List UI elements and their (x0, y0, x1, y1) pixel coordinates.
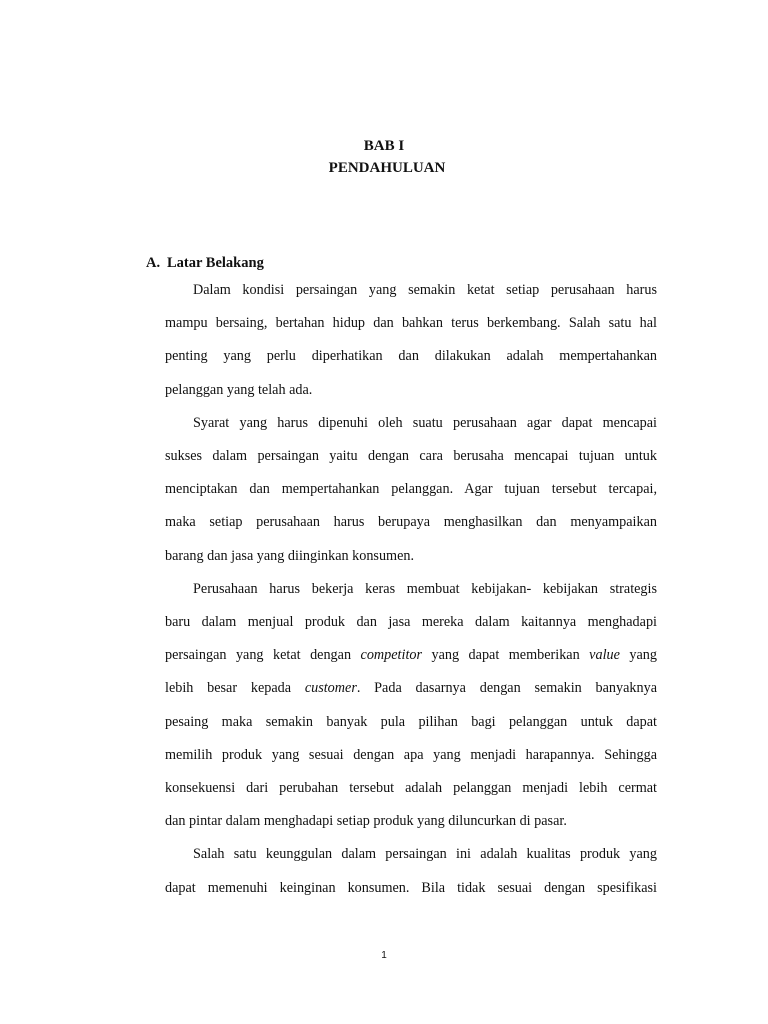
body-line: mampu bersaing, bertahan hidup dan bahkan terus berkembang. Salah satu hal (165, 315, 657, 331)
body-line: pelanggan yang telah ada. (165, 382, 313, 398)
body-line: lebih besar kepada customer. Pada dasarnya dengan semakin banyaknya (165, 680, 657, 696)
body-line: dapat memenuhi keinginan konsumen. Bila tidak sesuai dengan spesifikasi (165, 880, 657, 896)
section-title: Latar Belakang (167, 255, 264, 271)
body-line: barang dan jasa yang diinginkan konsumen. (165, 548, 415, 564)
body-line: persaingan yang ketat dengan competitor yang dapat memberikan value yang (165, 647, 657, 663)
section-heading (146, 254, 264, 273)
section-number: A. (146, 255, 161, 271)
chapter-number: BAB I (363, 138, 405, 154)
body-line: Salah satu keunggulan dalam persaingan ini adalah kualitas produk yang (193, 846, 657, 862)
italic-term: value (589, 647, 620, 663)
italic-term: customer (304, 680, 357, 696)
body-line: baru dalam menjual produk dan jasa mereka dalam kaitannya menghadapi (165, 614, 657, 630)
italic-term: competitor (360, 647, 422, 663)
body-line: maka setiap perusahaan harus berupaya menghasilkan dan menyampaikan (165, 514, 657, 530)
body-line: konsekuensi dari perubahan tersebut adalah pelanggan menjadi lebih cermat (165, 780, 657, 796)
body-line: memilih produk yang sesuai dengan apa yang menjadi harapannya. Sehingga (165, 747, 657, 763)
body-line: sukses dalam persaingan yaitu dengan cara berusaha mencapai tujuan untuk (165, 448, 657, 464)
chapter-title: PENDAHULUAN (328, 160, 446, 176)
body-line: menciptakan dan mempertahankan pelanggan. Agar tujuan tersebut tercapai, (165, 481, 657, 497)
body-line: penting yang perlu diperhatikan dan dilakukan adalah mempertahankan (165, 348, 657, 364)
body-line: Dalam kondisi persaingan yang semakin ketat setiap perusahaan harus (193, 282, 657, 298)
body-line: Perusahaan harus bekerja keras membuat kebijakan- kebijakan strategis (193, 581, 657, 597)
body-line: Syarat yang harus dipenuhi oleh suatu perusahaan agar dapat mencapai (193, 415, 657, 431)
body-line: dan pintar dalam menghadapi setiap produk yang diluncurkan di pasar. (165, 813, 567, 829)
page-number: 1 (381, 950, 387, 961)
body-line: pesaing maka semakin banyak pula pilihan bagi pelanggan untuk dapat (165, 714, 657, 730)
